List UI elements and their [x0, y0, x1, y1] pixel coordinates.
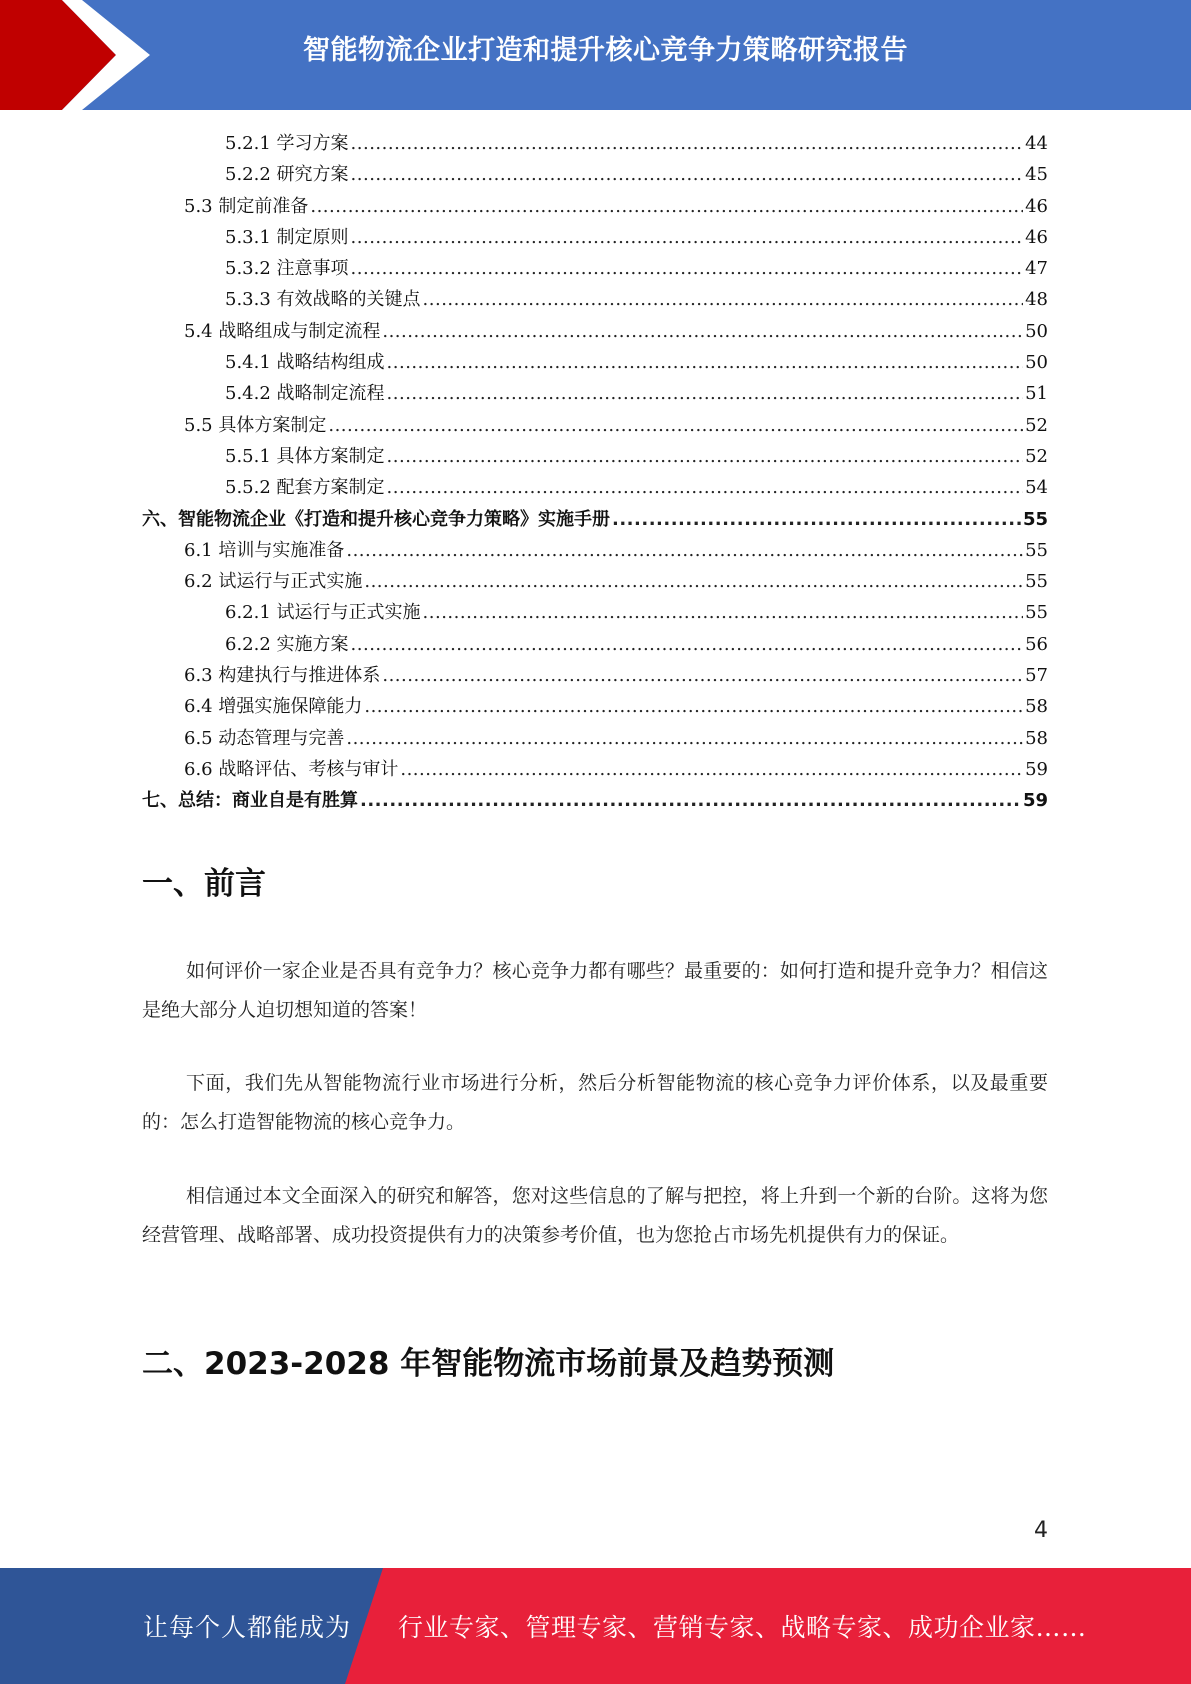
toc-entry-title: 6.2.1 试运行与正式实施	[225, 602, 421, 624]
footer-slogan-right: 行业专家、管理专家、营销专家、战略专家、成功企业家……	[398, 1613, 1087, 1642]
toc-entry-title: 6.3 构建执行与推进体系	[184, 665, 381, 687]
toc-entry-title: 6.1 培训与实施准备	[184, 539, 345, 561]
page-number: 4	[1034, 1518, 1048, 1543]
toc-entry[interactable]	[142, 441, 1048, 472]
toc-dot-leader	[328, 410, 1023, 441]
toc-entry-page: 44	[1025, 133, 1048, 154]
toc-dot-leader	[612, 504, 1021, 535]
toc-entry-title: 5.4.2 战略制定流程	[225, 383, 385, 405]
toc-entry-title: 6.2 试运行与正式实施	[184, 571, 363, 593]
toc-entry-title: 5.4 战略组成与制定流程	[184, 320, 381, 342]
toc-entry-title: 七、总结：商业自是有胜算	[142, 790, 358, 812]
toc-entry-page: 58	[1025, 727, 1048, 749]
toc-dot-leader	[346, 723, 1023, 754]
toc-entry-page: 58	[1025, 696, 1048, 718]
toc-entry[interactable]	[142, 566, 1048, 597]
toc-dot-leader	[351, 128, 1024, 159]
toc-entry[interactable]	[142, 159, 1048, 190]
toc-entry-page: 56	[1025, 633, 1048, 655]
toc-entry[interactable]	[142, 284, 1048, 315]
toc-dot-leader	[387, 378, 1024, 409]
toc-entry-page: 55	[1025, 571, 1048, 593]
toc-dot-leader	[351, 253, 1024, 284]
table-of-contents	[142, 128, 1048, 817]
toc-dot-leader	[382, 316, 1023, 347]
toc-entry[interactable]	[142, 128, 1048, 159]
toc-entry-title: 5.5 具体方案制定	[184, 414, 327, 436]
toc-entry-page: 55	[1025, 602, 1048, 624]
toc-entry-page: 54	[1025, 477, 1048, 499]
toc-entry-page: 50	[1025, 320, 1048, 342]
toc-entry-page: 59	[1025, 758, 1048, 780]
toc-entry-title: 5.2.1 学习方案	[225, 133, 349, 154]
toc-entry[interactable]	[142, 410, 1048, 441]
toc-entry[interactable]	[142, 754, 1048, 785]
toc-entry-page: 46	[1025, 226, 1048, 248]
toc-entry-page: 50	[1025, 352, 1048, 374]
paragraph: 相信通过本文全面深入的研究和解答，您对这些信息的了解与把控，将上升到一个新的台阶。这将为您经营管理、战略部署、成功投资提供有力的决策参考价值，也为您抢占市场先机提供有力的保证。	[142, 1185, 1048, 1246]
toc-entry-title: 5.5.2 配套方案制定	[225, 477, 385, 499]
toc-entry[interactable]	[142, 378, 1048, 409]
toc-entry-page: 47	[1025, 258, 1048, 280]
toc-dot-leader	[351, 159, 1024, 190]
toc-dot-leader	[382, 660, 1023, 691]
toc-entry-page: 57	[1025, 665, 1048, 687]
toc-dot-leader	[400, 754, 1023, 785]
toc-entry[interactable]	[142, 629, 1048, 660]
footer-slogan-left: 让每个人都能成为	[143, 1613, 352, 1642]
toc-entry[interactable]	[142, 347, 1048, 378]
toc-entry-title: 5.3 制定前准备	[184, 195, 309, 217]
page-header	[0, 0, 1191, 110]
toc-entry-page: 48	[1025, 289, 1048, 311]
toc-entry[interactable]	[142, 535, 1048, 566]
paragraph: 下面，我们先从智能物流行业市场进行分析，然后分析智能物流的核心竞争力评价体系，以及最重要的：怎么打造智能物流的核心竞争力。	[142, 1072, 1048, 1133]
toc-entry[interactable]	[142, 691, 1048, 722]
section-heading-market-forecast: 二、2023-2028 年智能物流市场前景及趋势预测	[142, 1346, 835, 1382]
toc-dot-leader	[387, 441, 1024, 472]
toc-entry-page: 55	[1022, 508, 1048, 530]
page-footer	[0, 1568, 1191, 1684]
toc-entry-title: 六、智能物流企业《打造和提升核心竞争力策略》实施手册	[142, 508, 610, 530]
toc-entry-title: 5.3.2 注意事项	[225, 258, 349, 280]
toc-entry[interactable]	[142, 191, 1048, 222]
toc-entry[interactable]	[142, 253, 1048, 284]
toc-entry-page: 52	[1025, 445, 1048, 467]
toc-dot-leader	[423, 597, 1024, 628]
toc-dot-leader	[310, 191, 1023, 222]
toc-entry-title: 6.2.2 实施方案	[225, 633, 349, 655]
toc-entry-title: 6.5 动态管理与完善	[184, 727, 345, 749]
toc-dot-leader	[423, 284, 1024, 315]
toc-entry-title: 5.3.1 制定原则	[225, 226, 349, 248]
toc-dot-leader	[364, 566, 1023, 597]
toc-dot-leader	[387, 472, 1024, 503]
toc-entry[interactable]	[142, 785, 1048, 816]
toc-entry-page: 52	[1025, 414, 1048, 436]
toc-entry[interactable]	[142, 472, 1048, 503]
toc-entry-page: 59	[1022, 790, 1048, 812]
toc-entry[interactable]	[142, 504, 1048, 535]
toc-entry-page: 51	[1025, 383, 1048, 405]
toc-entry[interactable]	[142, 723, 1048, 754]
toc-entry-title: 6.4 增强实施保障能力	[184, 696, 363, 718]
toc-dot-leader	[364, 691, 1023, 722]
toc-entry[interactable]	[142, 222, 1048, 253]
paragraph: 如何评价一家企业是否具有竞争力？核心竞争力都有哪些？最重要的：如何打造和提升竞争力？相信这是绝大部分人迫切想知道的答案！	[142, 960, 1048, 1021]
toc-dot-leader	[346, 535, 1023, 566]
header-title: 智能物流企业打造和提升核心竞争力策略研究报告	[303, 35, 908, 66]
toc-dot-leader	[351, 629, 1024, 660]
toc-entry-page: 55	[1025, 539, 1048, 561]
section-heading-preface: 一、前言	[142, 866, 266, 902]
toc-entry-title: 5.4.1 战略结构组成	[225, 352, 385, 374]
toc-entry[interactable]	[142, 660, 1048, 691]
toc-dot-leader	[360, 785, 1021, 816]
toc-entry[interactable]	[142, 597, 1048, 628]
toc-entry-title: 5.2.2 研究方案	[225, 164, 349, 186]
toc-dot-leader	[387, 347, 1024, 378]
toc-entry-title: 6.6 战略评估、考核与审计	[184, 758, 399, 780]
toc-entry-page: 46	[1025, 195, 1048, 217]
toc-entry[interactable]	[142, 316, 1048, 347]
toc-entry-title: 5.3.3 有效战略的关键点	[225, 289, 421, 311]
toc-dot-leader	[351, 222, 1024, 253]
toc-entry-title: 5.5.1 具体方案制定	[225, 445, 385, 467]
toc-entry-page: 45	[1025, 164, 1048, 186]
